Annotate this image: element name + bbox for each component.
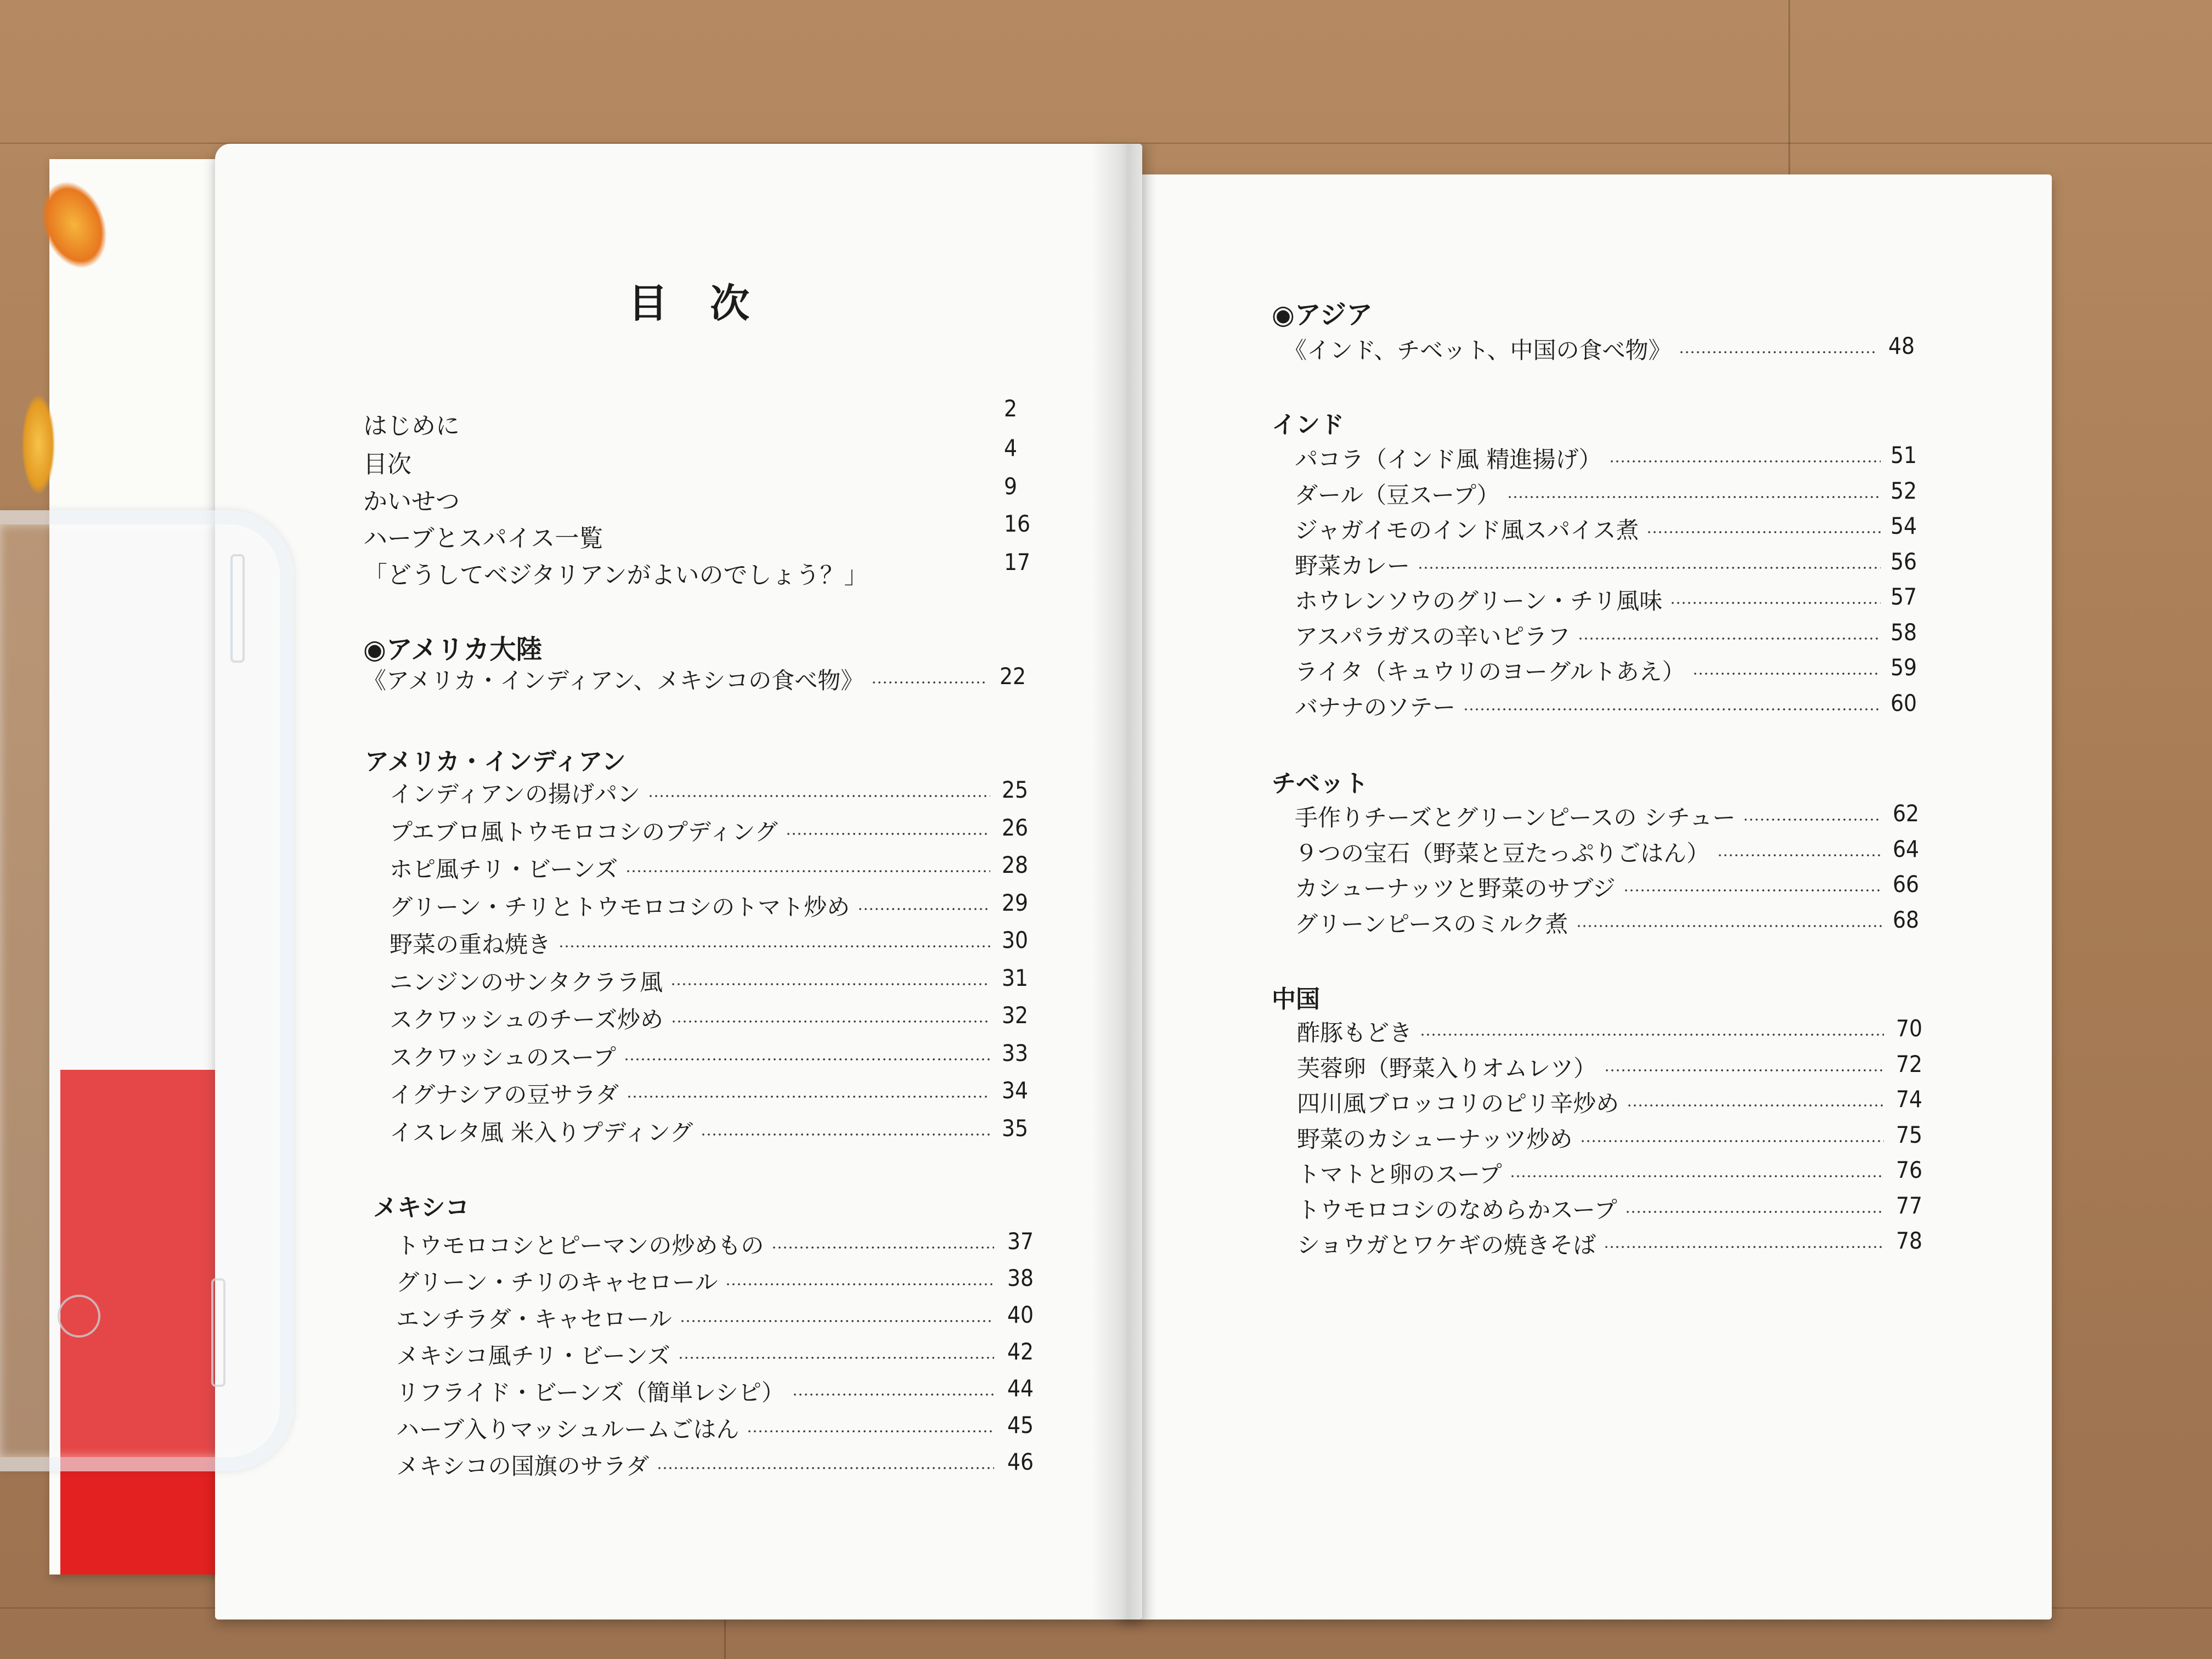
toc-page-number: 72: [1896, 1050, 1923, 1077]
floor-plank-seam: [1788, 0, 1790, 181]
toc-entry-title: 野菜のカシューナッツ炒め: [1297, 1125, 1573, 1153]
toc-entry-title: バナナのソテー: [1295, 693, 1456, 721]
leader-dots: [1420, 1034, 1884, 1036]
toc-page-number: 42: [1007, 1338, 1034, 1365]
leader-dots: [1604, 1246, 1884, 1248]
section-heading: ◉アジア: [1272, 300, 1373, 330]
toc-page-number: 16: [1004, 510, 1031, 537]
toc-page-number: 57: [1891, 583, 1917, 610]
toc-entry-title: ショウガとワケギの焼きそば: [1297, 1232, 1596, 1259]
leader-dots: [725, 1283, 994, 1285]
toc-page-number: 64: [1893, 835, 1920, 862]
toc-page-number: 75: [1896, 1121, 1923, 1148]
toc-entry-title: パコラ（インド風 精進揚げ）: [1295, 446, 1602, 473]
subsection-heading: アメリカ・インディアン: [365, 748, 626, 776]
leader-dots: [1576, 925, 1882, 927]
toc-entry-title: 酢豚もどき: [1297, 1019, 1413, 1046]
toc-entry-title: ホウレンソウのグリーン・チリ風味: [1295, 588, 1663, 614]
toc-entry-title: エンチラダ・キャセロール: [396, 1306, 672, 1333]
toc-entry-title: 手作りチーズとグリーンピースの シチュー: [1295, 804, 1736, 831]
toc-page-number: 32: [1002, 1002, 1029, 1029]
leader-dots: [1609, 460, 1881, 462]
toc-page-number: 66: [1893, 871, 1920, 898]
toc-entry-title: ニンジンのサンタクララ風: [390, 968, 663, 996]
toc-entry-title: 四川風ブロッコリのピリ辛炒め: [1297, 1090, 1620, 1117]
leader-dots: [624, 1058, 990, 1060]
leader-dots: [1578, 637, 1881, 640]
leader-dots: [786, 833, 990, 835]
toc-entry-title: 《アメリカ・インディアン、メキシコの食べ物》: [363, 667, 864, 694]
leader-dots: [701, 1133, 990, 1136]
toc-entry-title: 野菜の重ね焼き: [390, 931, 551, 958]
toc-page-number: 52: [1891, 477, 1917, 504]
toc-page-number: 37: [1007, 1228, 1034, 1255]
toc-page-number: 48: [1888, 332, 1915, 359]
toc-entry-title: メキシコの国旗のサラダ: [396, 1453, 650, 1480]
toc-page-number: 40: [1007, 1301, 1034, 1328]
leader-dots: [1463, 708, 1881, 710]
leader-dots: [1679, 351, 1876, 353]
leader-dots: [1507, 496, 1881, 498]
subsection-heading: メキシコ: [373, 1194, 470, 1222]
toc-page-number: 45: [1007, 1412, 1034, 1438]
toc-page-number: 28: [1002, 851, 1029, 878]
clip-slot-icon: [211, 1278, 225, 1387]
toc-entry-title: ジャガイモのインド風スパイス煮: [1295, 517, 1639, 544]
leader-dots: [678, 1357, 994, 1359]
front-matter-title: ハーブとスパイス一覧: [363, 524, 603, 552]
leader-dots: [1580, 1140, 1884, 1142]
toc-page-number: 2: [1004, 395, 1018, 422]
toc-entry-title: アスパラガスの辛いピラフ: [1295, 623, 1571, 650]
toc-entry-title: スクワッシュのチーズ炒め: [390, 1006, 663, 1033]
toc-page-number: 74: [1896, 1086, 1923, 1113]
toc-page-number: 68: [1893, 906, 1920, 933]
toc-page-number: 78: [1896, 1227, 1923, 1254]
toc-page-number: 60: [1891, 689, 1917, 716]
toc-page-number: 59: [1891, 654, 1917, 681]
toc-page-number: 30: [1002, 927, 1029, 953]
toc-entry-title: 芙蓉卵（野菜入りオムレツ）: [1297, 1054, 1597, 1082]
toc-page-number: 26: [1002, 814, 1029, 841]
toc-page-number: 56: [1891, 548, 1917, 575]
leader-dots: [627, 1096, 990, 1098]
leader-dots: [871, 681, 986, 684]
leader-dots: [680, 1320, 994, 1322]
floor-plank-seam: [724, 1613, 726, 1659]
toc-page-number: 54: [1891, 512, 1917, 539]
leader-dots: [1692, 673, 1881, 675]
leader-dots: [558, 945, 990, 947]
toc-entry-title: プエブロ風トウモロコシのプディング: [390, 818, 778, 845]
toc-page-number: 4: [1004, 435, 1018, 461]
leader-dots: [648, 795, 990, 797]
toc-page-number: 31: [1002, 964, 1029, 991]
section-heading: ◉アメリカ大陸: [363, 634, 543, 665]
clip-slot-icon: [230, 554, 245, 663]
clip-hole-icon: [58, 1295, 100, 1338]
leader-dots: [1646, 531, 1881, 533]
toc-page-number: 70: [1896, 1015, 1923, 1042]
book-gutter: [1092, 144, 1158, 1620]
front-matter-title: かいせつ: [363, 488, 460, 516]
toc-entry-title: インディアンの揚げパン: [390, 781, 640, 808]
toc-entry-title: イスレタ風 米入りプディング: [390, 1119, 693, 1146]
leader-dots: [1510, 1175, 1884, 1177]
toc-entry-title: ダール（豆スープ）: [1295, 481, 1500, 509]
toc-page-number: 17: [1004, 549, 1031, 575]
leader-dots: [1623, 889, 1882, 891]
toc-entry-title: トウモロコシとピーマンの炒めもの: [396, 1232, 764, 1259]
toc-entry-title: イグナシアの豆サラダ: [390, 1081, 619, 1108]
subsection-heading: インド: [1272, 411, 1344, 439]
leader-dots: [1717, 854, 1882, 856]
toc-page-number: 46: [1007, 1448, 1034, 1475]
toc-entry-title: メキシコ風チリ・ビーンズ: [396, 1342, 670, 1369]
subsection-heading: 中国: [1272, 985, 1320, 1013]
toc-entry-title: グリーン・チリのキャセロール: [396, 1269, 718, 1296]
leader-dots: [857, 908, 990, 910]
toc-page-number: 51: [1891, 442, 1917, 469]
leader-dots: [1625, 1211, 1884, 1213]
toc-entry-title: スクワッシュのスープ: [390, 1043, 616, 1071]
leader-dots: [670, 983, 990, 985]
leaf-illustration: [22, 395, 55, 494]
toc-page-number: 77: [1896, 1192, 1923, 1219]
toc-page-number: 58: [1891, 618, 1917, 646]
toc-page-number: 38: [1007, 1265, 1034, 1291]
toc-entry-title: ９つの宝石（野菜と豆たっぷりごはん）: [1295, 839, 1710, 867]
toc-entry-title: トウモロコシのなめらかスープ: [1297, 1196, 1617, 1223]
toc-page-number: 29: [1002, 889, 1029, 916]
front-matter-title: はじめに: [363, 412, 460, 440]
toc-page-number: 76: [1896, 1156, 1923, 1183]
leader-dots: [1743, 819, 1882, 821]
toc-entry-title: ハーブ入りマッシュルームごはん: [396, 1416, 740, 1443]
leader-dots: [1670, 602, 1881, 604]
leader-dots: [1418, 567, 1881, 569]
toc-entry-title: リフライド・ビーンズ（簡単レシピ）: [396, 1379, 785, 1406]
leader-dots: [625, 870, 990, 872]
toc-page-number: 35: [1002, 1114, 1029, 1142]
toc-page-number: 22: [1000, 663, 1026, 690]
toc-page-number: 34: [1002, 1077, 1029, 1104]
page-clip: [0, 510, 294, 1471]
leader-dots: [1604, 1069, 1884, 1071]
toc-page-number: 25: [1002, 776, 1029, 803]
toc-page-number: 9: [1004, 473, 1018, 500]
front-matter-title: 「どうしてベジタリアンがよいのでしょう？」: [363, 561, 868, 589]
toc-entry-title: ライタ（キュウリのヨーグルトあえ）: [1295, 658, 1685, 685]
toc-page-number: 44: [1007, 1375, 1034, 1402]
toc-entry-title: グリーンピースのミルク煮: [1295, 910, 1568, 938]
leader-dots: [771, 1246, 994, 1249]
toc-entry-title: カシューナッツと野菜のサブジ: [1295, 875, 1616, 902]
toc-entry-title: トマトと卵のスープ: [1297, 1161, 1502, 1188]
toc-entry-title: グリーン・チリとトウモロコシのトマト炒め: [390, 893, 850, 921]
leader-dots: [1627, 1104, 1884, 1107]
toc-page-number: 33: [1002, 1039, 1029, 1066]
toc-page-number: 62: [1893, 800, 1920, 827]
toc-entry-title: ホピ風チリ・ビーンズ: [390, 856, 618, 883]
subsection-heading: チベット: [1272, 770, 1368, 798]
page-title: 目 次: [628, 280, 764, 326]
toc-entry-title: 《インド、チベット、中国の食べ物》: [1284, 337, 1672, 364]
toc-entry-title: 野菜カレー: [1295, 552, 1410, 579]
leader-dots: [792, 1393, 994, 1396]
leader-dots: [747, 1430, 994, 1432]
leader-dots: [671, 1020, 990, 1023]
leader-dots: [657, 1467, 994, 1469]
front-matter-title: 目次: [363, 450, 411, 478]
